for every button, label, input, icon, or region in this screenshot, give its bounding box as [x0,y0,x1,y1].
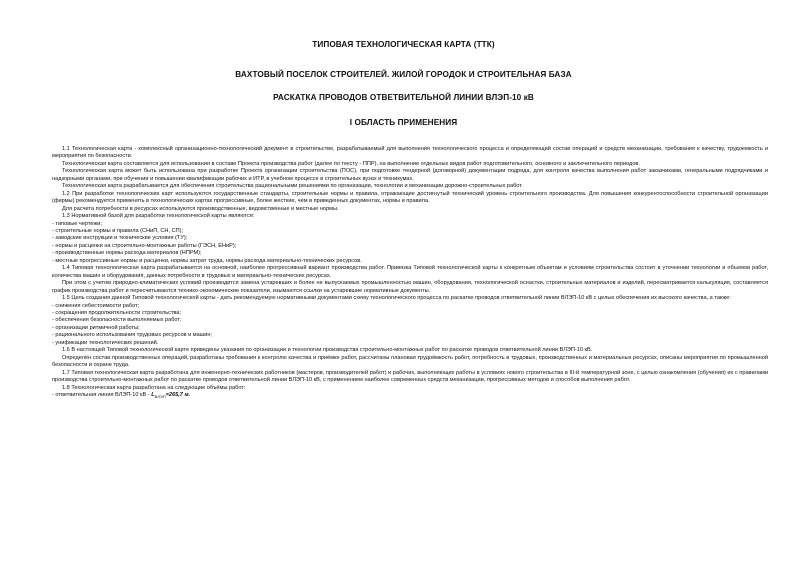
section-heading: I ОБЛАСТЬ ПРИМЕНЕНИЯ [349,118,458,127]
document-subtitle: ВАХТОВЫЙ ПОСЕЛОК СТРОИТЕЛЕЙ. ЖИЛОЙ ГОРОДОК И СТРОИТЕЛЬНАЯ БАЗА [235,70,572,79]
list-item: - производственные нормы расхода материалов (НПРМ); [52,250,202,257]
length-symbol: L [151,391,155,398]
document-title: ТИПОВАЯ ТЕХНОЛОГИЧЕСКАЯ КАРТА (ТТК) [312,40,495,49]
length-symbol-subscript: ВЛЭП [154,394,166,400]
list-item: - сокращения продолжительности строительства; [52,309,182,316]
list-item: - типовые чертежи; [52,220,102,227]
paragraph: 1.7 Типовая технологическая карта разработана для инженерно-технических работников (мастеров, производителей работ) и рабочих, выполняющих работы в условиях нового строительства в III-й температурной зоне, с целью ознакомления (обучения) их с правилами производства строительно-монтажных работ по раскатке проводов ответвительной линии ВЛЭП-10 кВ, с применением наиболее современных средств механизации, прогрессивных методов и способов выполнения работ. [52,369,768,384]
paragraph: Определён состав производственных операций, разработаны требования к контролю качества и приёмке работ, рассчитаны плановая трудоёмкость работ, потребность в трудовых, производственных и материальных ресурсах, описаны мероприятия по промышленной безопасности и охране труда. [52,354,768,369]
list-item: - местные прогрессивные нормы и расценки, нормы затрат труда, нормы расхода материально-технических ресурсов. [52,257,362,264]
document-body [52,146,768,401]
paragraph: 1.8 Технологическая карта разработана на следующие объёмы работ: [62,384,246,391]
paragraph: 1.4 Типовая технологическая карта разрабатывается на основной, наиболее прогрессивный вариант производства работ. Привязка Типовой технологической карты к конкретным объектам и условиям строительства состоит в уточнении технологии и объемов работ, количества машин и оборудования, данных потребности в трудовых и материально-технических ресурсах. [52,265,768,279]
list-item: - заводские инструкции и технические условия (ТУ); [52,235,188,242]
list-item: - снижения себестоимости работ; [52,302,140,309]
volume-label: - ответвительная линия ВЛЭП-10 кВ - [52,391,152,398]
paragraph: 1.3 Нормативной базой для разработки технологической карты являются: [62,213,255,220]
list-item-volume [52,392,768,401]
paragraph: При этом с учетом природно-климатических условий производится замена устаревших и более не выпускаемых промышленностью машин, оборудования, технологической оснастки, строительных материалов и изделий, пересматривается калькуляция, составляется график производства работ и пересчитываются технико-экономические показатели, изымаются ссылки на устаревшие нормативные документы. [52,280,768,294]
paragraph: Технологическая карта может быть использована при разработке Проекта организации строительства (ПОС), при подготовке тендерной (договорной) документации подряда, для контроля качества выполнения работ заказчиками, генеральными подрядчиками и надзорными органами, при обучении и повышении квалификации рабочих и ИТР, в учебном процессе в строительных вузах и техникумах. [52,168,768,182]
paragraph: 1.2 При разработке технологических карт используются государственные стандарты, строительные нормы и правила, отражающие достигнутый технический уровень строительного производства. Для повышения конкурентоспособности строительной организации (фирмы) рекомендуется применять в технологических картах прогрессивные, более жесткие, чем в приведенных документах, нормы и правила. [52,190,768,205]
paragraph: Технологическая карта разрабатывается для обеспечения строительства рациональными решениями по организации, технологии и механизации дорожно-строительных работ. [62,183,523,190]
paragraph: Для расчета потребности в ресурсах используются производственные, ведомственные и местные нормы. [62,205,339,212]
paragraph: Технологическая карта составляется для использования в составе Проекта производства работ (далее по тексту - ППР), на выполнение отдельных видов работ подготовительного, основного и заключительного периодов. [62,160,640,167]
list-item: - рационального использования трудовых ресурсов и машин; [52,332,212,339]
list-item: - обеспечения безопасности выполняемых работ; [52,317,182,324]
list-item: - организации ритмичной работы; [52,324,140,331]
list-item: - нормы и расценки на строительно-монтажные работы (ГЭСН, ЕНиР); [52,242,237,249]
paragraph: 1.5 Цель создания данной Типовой технологической карты - дать рекомендуемую нормативными документами схему технологического процесса по раскатке проводов ответвительной линии ВЛЭП-10 кВ с целью обеспечения их высокого качества, а также: [62,295,731,302]
paragraph: 1.6 В настоящей Типовой технологической карте приведены указания по организации и технологии производства строительно-монтажных работ по раскатке проводов ответвительной линии ВЛЭП-10 кВ. [62,347,593,354]
list-item: - унификации технологических решений. [52,339,159,346]
list-item: - строительные нормы и правила (СНиП, СН, СП); [52,227,184,234]
paragraph: 1.1 Технологическая карта - комплексный организационно-технологический документ в строительстве, разрабатываемый для выполнения технологического процесса и определяющий состав операций и средств механизации, требования к качеству, трудоемкость и мероприятия по безопасности. [52,146,768,160]
document-subtitle-2: РАСКАТКА ПРОВОДОВ ОТВЕТВИТЕЛЬНОЙ ЛИНИИ ВЛЭП-10 кВ [273,93,534,102]
volume-value: =265,7 м. [165,391,191,398]
